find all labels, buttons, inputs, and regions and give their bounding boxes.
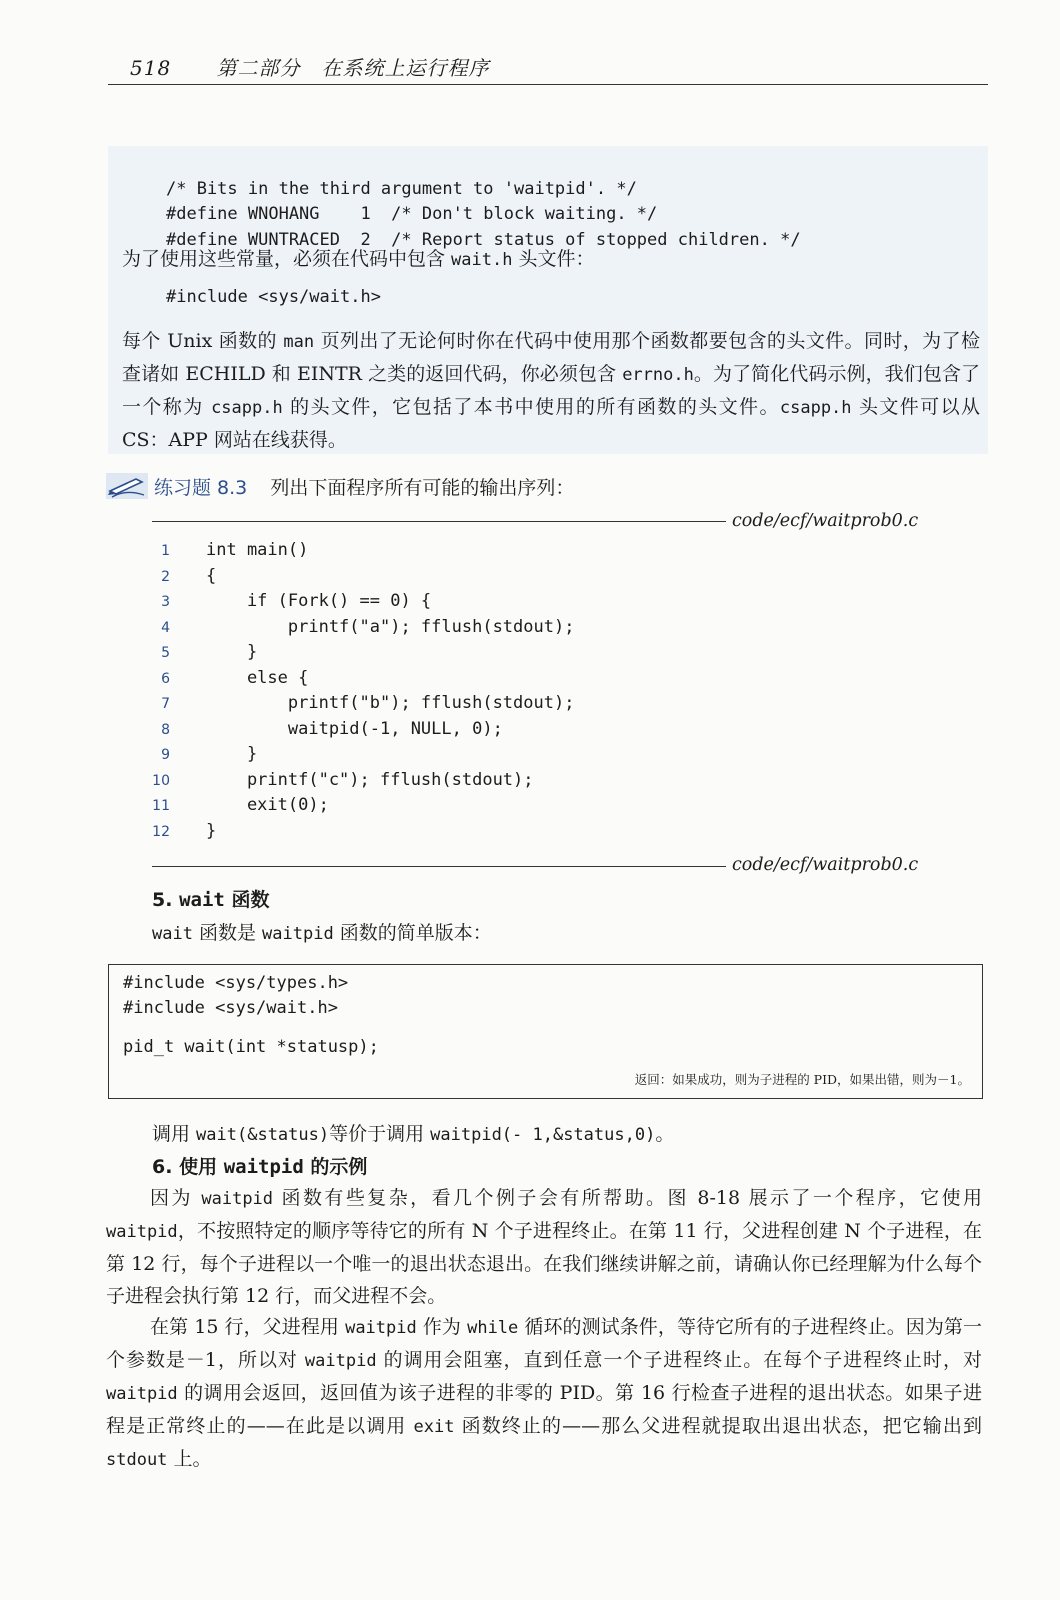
- line-number: 2: [161, 568, 170, 585]
- section-6-heading: [152, 1152, 367, 1179]
- code-row: [140, 719, 503, 739]
- exercise-title: 练习题 8.3: [154, 477, 248, 499]
- inline-code: while: [467, 1318, 519, 1338]
- inline-code: waitpid: [106, 1222, 178, 1242]
- code-file-label-bottom: code/ecf/waitprob0.c: [732, 855, 919, 875]
- inline-code: wait: [152, 924, 193, 944]
- code-line: pid_t wait(int *statusp);: [123, 1037, 379, 1057]
- text: 函数是: [192, 922, 263, 944]
- inline-code: waitpid: [262, 924, 334, 944]
- text: 函数终止的——那么父进程就提取出退出状态，把它输出到: [454, 1415, 982, 1437]
- line-number: 12: [152, 823, 170, 840]
- code-text: }: [206, 642, 258, 662]
- inline-code: errno.h: [622, 365, 694, 385]
- line-number: 9: [161, 747, 170, 763]
- text: 头文件：: [512, 248, 595, 270]
- line-number: 4: [161, 619, 170, 636]
- line-number: 6: [161, 670, 170, 687]
- inline-code: csapp.h: [211, 398, 283, 418]
- wait-prototype-box: [108, 964, 983, 1099]
- code-line: #include <sys/wait.h>: [123, 998, 338, 1018]
- pencil-icon: [106, 473, 148, 503]
- code-line: #define WNOHANG 1 /* Don't block waiting. */: [166, 204, 658, 224]
- inline-code: waitpid: [201, 1189, 274, 1209]
- code-text: else {: [206, 667, 309, 688]
- exercise-heading: [154, 472, 574, 504]
- text: 上。: [167, 1448, 212, 1470]
- code-row: [140, 591, 431, 611]
- text: 。: [655, 1123, 675, 1145]
- text: 函数有些复杂，看几个例子会有所帮助。图 8-18 展示了一个程序，它使用: [273, 1187, 982, 1209]
- header-usage-line: [122, 243, 982, 276]
- text: 在第 15 行，父进程用: [150, 1316, 346, 1338]
- line-number: 7: [161, 696, 170, 712]
- section-number: 6.: [152, 1156, 173, 1178]
- section-title: 函数: [224, 889, 270, 911]
- section-title: 的示例: [303, 1156, 368, 1178]
- section-code-word: wait: [179, 889, 225, 911]
- text: 头文件可以从 CS：APP 网站在线获得。: [122, 396, 980, 451]
- code-row: [140, 770, 534, 790]
- include-line: #include <sys/wait.h>: [166, 287, 381, 307]
- section-5-heading: [152, 885, 269, 912]
- inline-code: wait.h: [451, 250, 513, 270]
- text: 循环的测试条件，等待它所有的子进程终止。因为第一个参数是－1，所以对: [106, 1316, 982, 1371]
- line-number: 11: [152, 798, 170, 814]
- code-row: [140, 821, 216, 841]
- code-text: printf("c"); fflush(stdout);: [206, 769, 534, 790]
- equivalence-line: [152, 1118, 674, 1151]
- code-row: [140, 540, 308, 560]
- inline-code: waitpid: [106, 1384, 178, 1404]
- text: 页列出了无论何时你在代码中使用那个函数都要包含的头文件。同时，为了检查诸如 ECHILD 和 EINTR 之类的返回代码，你必须包含: [122, 330, 980, 385]
- inline-code: wait(&status): [196, 1125, 330, 1145]
- code-row: [140, 566, 216, 586]
- code-text: if (Fork() == 0) {: [206, 591, 432, 611]
- code-bottom-rule: [152, 866, 726, 867]
- part-title: 第二部分 在系统上运行程序: [216, 56, 490, 80]
- wait-intro: [152, 918, 492, 945]
- code-text: printf("b"); fflush(stdout);: [206, 693, 575, 713]
- text: 每个 Unix 函数的: [122, 330, 284, 352]
- code-line: /* Bits in the third argument to 'waitpid'. */: [166, 178, 637, 199]
- section-code-word: waitpid: [223, 1156, 304, 1178]
- code-row: [140, 693, 574, 713]
- line-number: 1: [161, 543, 170, 559]
- inline-code: man: [283, 332, 315, 352]
- text: 的调用会返回，返回值为该子进程的非零的 PID。第 16 行检查子进程的退出状态。如果子进程是正常终止的——在此是以调用: [106, 1382, 982, 1437]
- code-line: #include <sys/types.h>: [123, 973, 349, 993]
- running-header: [130, 52, 490, 81]
- waitpid-paragraph-2: [106, 1311, 982, 1476]
- inline-code: waitpid(- 1,&status,0): [430, 1125, 656, 1145]
- wait-options-code: [166, 151, 801, 253]
- man-page-paragraph: [122, 325, 980, 456]
- waitpid-paragraph-1: [106, 1182, 982, 1312]
- code-row: [140, 744, 257, 764]
- code-line: #define WUNTRACED 2 /* Report status of stopped children. */: [166, 229, 801, 250]
- section-number: 5.: [152, 889, 173, 911]
- line-number: 5: [161, 645, 170, 661]
- line-number: 10: [152, 772, 170, 789]
- code-row: [140, 668, 308, 688]
- prototype-code: [123, 971, 379, 1060]
- code-file-label-top: code/ecf/waitprob0.c: [732, 511, 919, 531]
- section-title: 使用: [172, 1156, 224, 1178]
- text: 调用: [152, 1123, 197, 1145]
- exercise-prompt: 列出下面程序所有可能的输出序列：: [270, 477, 575, 499]
- code-row: [140, 795, 329, 815]
- header-rule: [108, 84, 988, 85]
- code-text: printf("a"); fflush(stdout);: [206, 616, 575, 637]
- text: 因为: [150, 1187, 202, 1209]
- code-text: }: [206, 744, 258, 764]
- code-text: int main(): [206, 540, 309, 560]
- text: 等价于调用: [329, 1123, 431, 1145]
- code-row: [140, 617, 574, 637]
- return-note: 返回：如果成功，则为子进程的 PID，如果出错，则为－1。: [634, 1072, 970, 1087]
- inline-code: waitpid: [304, 1351, 377, 1371]
- text: 为了使用这些常量，必须在代码中包含: [122, 248, 452, 270]
- inline-code: csapp.h: [779, 398, 852, 418]
- line-number: 8: [161, 721, 170, 738]
- code-row: [140, 642, 257, 662]
- text: 的头文件，它包括了本书中使用的所有函数的头文件。: [282, 396, 780, 418]
- code-top-rule: [152, 521, 726, 522]
- code-text: waitpid(-1, NULL, 0);: [206, 718, 503, 739]
- line-number: 3: [161, 594, 170, 610]
- page-number: 518: [130, 56, 172, 80]
- code-text: }: [206, 820, 217, 841]
- inline-code: stdout: [106, 1450, 168, 1470]
- text: 。为了简化代码示例，我们包含了一个称为: [122, 363, 980, 418]
- code-text: exit(0);: [206, 795, 329, 815]
- inline-code: waitpid: [345, 1318, 417, 1338]
- text: 函数的简单版本：: [333, 922, 492, 944]
- code-text: {: [206, 565, 217, 586]
- inline-code: exit: [413, 1417, 455, 1437]
- text: 作为: [416, 1316, 468, 1338]
- text: 的调用会阻塞，直到任意一个子进程终止。在每个子进程终止时，对: [376, 1349, 982, 1371]
- text: ，不按照特定的顺序等待它的所有 N 个子进程终止。在第 11 行，父进程创建 N 个子进程，在第 12 行，每个子进程以一个唯一的退出状态退出。在我们继续讲解之前，请确认你已经理解为什么每个子进程会执行第 12 行，而父进程不会。: [106, 1220, 982, 1307]
